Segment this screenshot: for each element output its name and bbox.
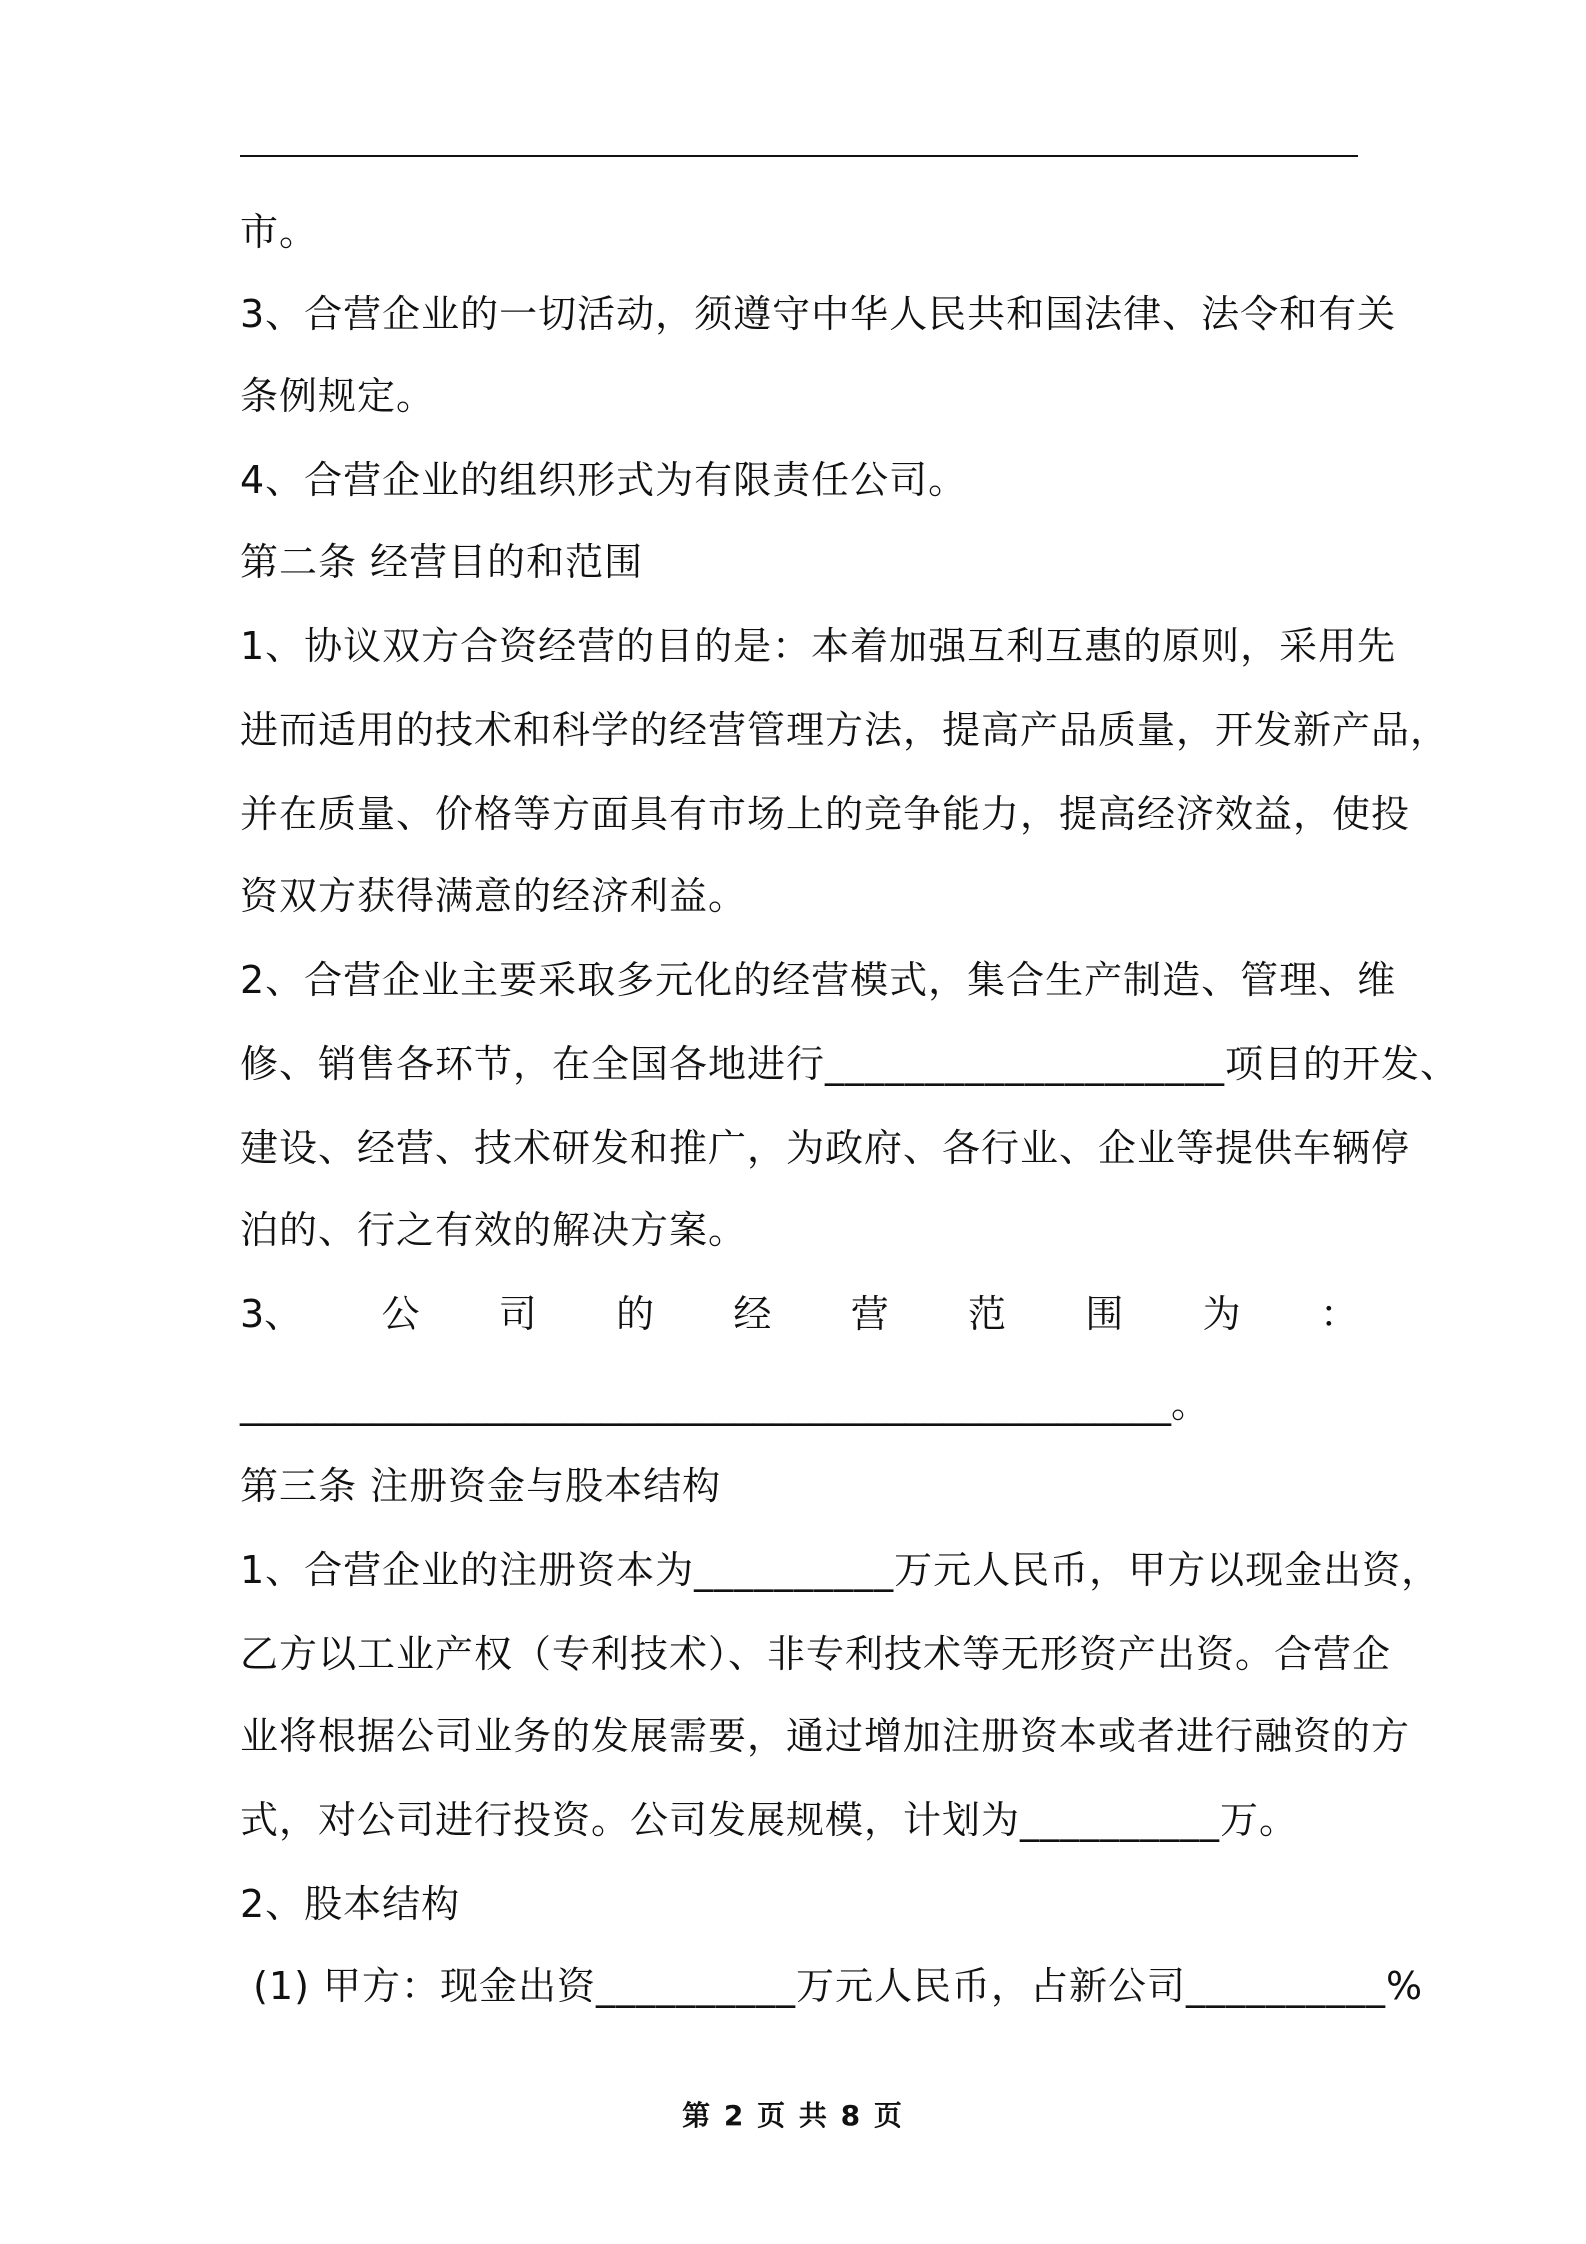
body-line: 1、协议双方合资经营的目的是：本着加强互利互惠的原则，采用先 — [240, 624, 1397, 668]
scope-part: 经 — [733, 1292, 772, 1336]
body-line: 泊的、行之有效的解决方案。 — [240, 1208, 748, 1252]
scope-part: 营 — [850, 1292, 889, 1336]
body-line: 进而适用的技术和科学的经营管理方法，提高产品质量，开发新产品， — [240, 708, 1450, 752]
body-line: 修、销售各环节，在全国各地进行____________________项目的开发、 — [240, 1042, 1460, 1086]
body-line: 1、合营企业的注册资本为__________万元人民币，甲方以现金出资， — [240, 1548, 1441, 1592]
body-line: 条例规定。 — [240, 374, 436, 418]
section-heading: 第三条 注册资金与股本结构 — [240, 1464, 722, 1508]
scope-part: ： — [1319, 1292, 1358, 1336]
body-line: 乙方以工业产权（专利技术）、非专利技术等无形资产出资。合营企 — [240, 1632, 1392, 1676]
body-line: (1) 甲方：现金出资__________万元人民币，占新公司__________% — [240, 1964, 1424, 2008]
scope-part: 为 — [1202, 1292, 1241, 1336]
blank-line: _________________________________________________。 — [240, 1382, 1210, 1426]
scope-line — [240, 1290, 1358, 1338]
scope-part: 范 — [968, 1292, 1007, 1336]
body-line: 式，对公司进行投资。公司发展规模，计划为__________万。 — [240, 1798, 1299, 1842]
scope-part: 围 — [1085, 1292, 1124, 1336]
scope-part: 3、 — [240, 1292, 303, 1336]
scope-part: 的 — [616, 1292, 655, 1336]
header-rule — [240, 155, 1358, 157]
body-line: 4、合营企业的组织形式为有限责任公司。 — [240, 458, 968, 502]
scope-part: 公 — [381, 1292, 420, 1336]
body-line: 资双方获得满意的经济利益。 — [240, 874, 748, 918]
scope-part: 司 — [498, 1292, 537, 1336]
body-line: 2、股本结构 — [240, 1882, 461, 1926]
body-line: 并在质量、价格等方面具有市场上的竞争能力，提高经济效益，使投 — [240, 792, 1411, 836]
body-line: 3、合营企业的一切活动，须遵守中华人民共和国法律、法令和有关 — [240, 292, 1397, 336]
body-line: 市。 — [240, 210, 319, 254]
body-line: 业将根据公司业务的发展需要，通过增加注册资本或者进行融资的方 — [240, 1714, 1411, 1758]
section-heading: 第二条 经营目的和范围 — [240, 540, 644, 584]
page-number: 第 2 页 共 8 页 — [682, 2099, 904, 2132]
body-line: 建设、经营、技术研发和推广，为政府、各行业、企业等提供车辆停 — [240, 1126, 1411, 1170]
body-line: 2、合营企业主要采取多元化的经营模式，集合生产制造、管理、维 — [240, 958, 1397, 1002]
